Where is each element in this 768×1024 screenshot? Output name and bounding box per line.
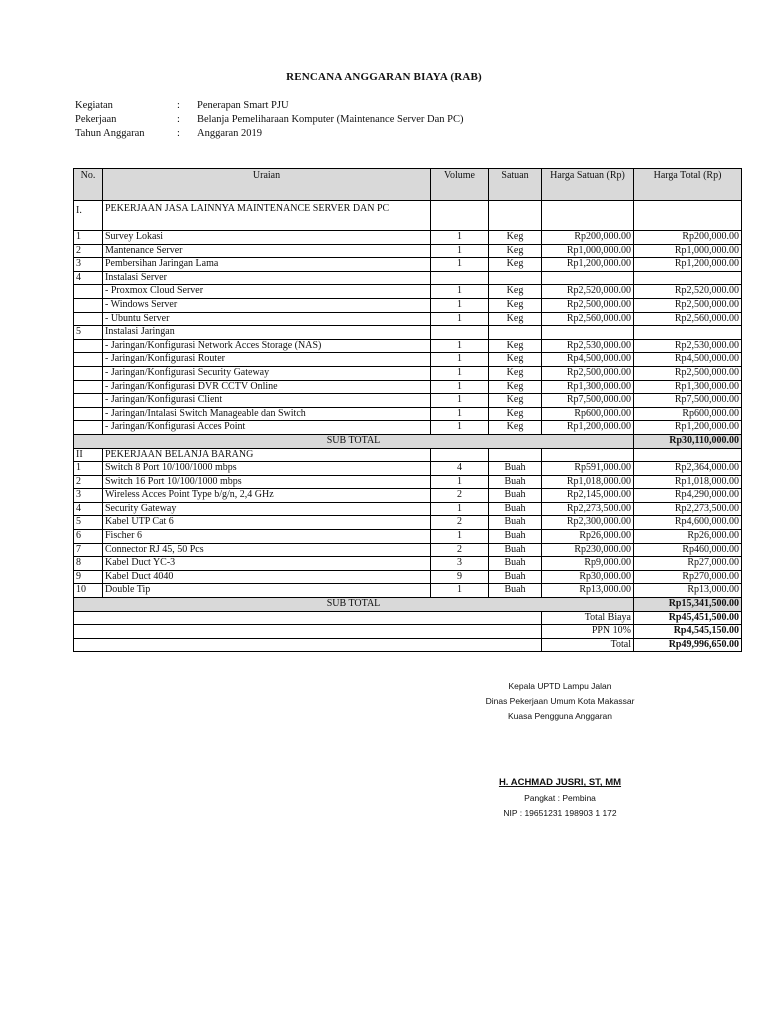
row-harga-satuan: Rp200,000.00 <box>542 231 634 245</box>
subtotal-label: SUB TOTAL <box>74 598 634 612</box>
row-uraian: Mantenance Server <box>103 244 431 258</box>
row-harga-total: Rp2,273,500.00 <box>634 502 742 516</box>
table-row <box>74 285 742 299</box>
row-uraian: - Jaringan/Konfigurasi Network Acces Storage (NAS) <box>103 339 431 353</box>
row-harga-satuan: Rp1,000,000.00 <box>542 244 634 258</box>
meta-label: Tahun Anggaran <box>75 128 145 139</box>
row-harga-satuan: Rp2,500,000.00 <box>542 366 634 380</box>
row-harga-total: Rp1,300,000.00 <box>634 380 742 394</box>
row-volume: 1 <box>431 394 489 408</box>
row-harga-satuan: Rp4,500,000.00 <box>542 353 634 367</box>
row-satuan: Keg <box>489 298 542 312</box>
row-volume: 9 <box>431 570 489 584</box>
row-number: 8 <box>74 557 103 571</box>
row-uraian: - Jaringan/Konfigurasi Client <box>103 394 431 408</box>
header-uraian: Uraian <box>103 169 431 201</box>
row-harga-satuan: Rp2,273,500.00 <box>542 502 634 516</box>
row-harga-total: Rp27,000.00 <box>634 557 742 571</box>
table-row <box>74 339 742 353</box>
row-uraian: Kabel UTP Cat 6 <box>103 516 431 530</box>
row-harga-satuan: Rp600,000.00 <box>542 407 634 421</box>
row-harga-total: Rp1,200,000.00 <box>634 258 742 272</box>
header-harga-total: Harga Total (Rp) <box>634 169 742 201</box>
table-row <box>74 502 742 516</box>
row-uraian: - Proxmox Cloud Server <box>103 285 431 299</box>
row-number <box>74 366 103 380</box>
row-harga-satuan: Rp9,000.00 <box>542 557 634 571</box>
row-volume: 2 <box>431 489 489 503</box>
meta-row-kegiatan <box>75 99 464 113</box>
row-uraian: Kabel Duct 4040 <box>103 570 431 584</box>
meta-row-tahun <box>75 127 464 141</box>
signature-title-2: Dinas Pekerjaan Umum Kota Makassar <box>485 696 635 706</box>
header-volume: Volume <box>431 169 489 201</box>
table-row <box>74 421 742 435</box>
row-harga-satuan <box>542 326 634 340</box>
total-label: PPN 10% <box>542 625 634 639</box>
section-row <box>74 201 742 231</box>
signatory-name: H. ACHMAD JUSRI, ST, MM <box>498 777 622 788</box>
row-volume: 1 <box>431 584 489 598</box>
row-satuan: Buah <box>489 584 542 598</box>
row-number <box>74 353 103 367</box>
table-row <box>74 326 742 340</box>
signatory-nip: NIP : 19651231 198903 1 172 <box>503 808 617 818</box>
meta-value: Anggaran 2019 <box>197 128 263 139</box>
table-body <box>74 201 742 652</box>
row-harga-total: Rp1,018,000.00 <box>634 475 742 489</box>
total-value: Rp45,451,500.00 <box>634 611 742 625</box>
row-volume: 1 <box>431 339 489 353</box>
row-satuan <box>489 326 542 340</box>
row-volume: 1 <box>431 502 489 516</box>
row-harga-satuan: Rp13,000.00 <box>542 584 634 598</box>
row-uraian: Survey Lokasi <box>103 231 431 245</box>
row-uraian: Instalasi Jaringan <box>103 326 431 340</box>
row-harga-satuan: Rp230,000.00 <box>542 543 634 557</box>
section-name: PEKERJAAN BELANJA BARANG <box>103 448 431 462</box>
table-row <box>74 244 742 258</box>
row-harga-satuan: Rp2,145,000.00 <box>542 489 634 503</box>
row-satuan: Keg <box>489 394 542 408</box>
row-harga-satuan: Rp2,500,000.00 <box>542 298 634 312</box>
row-number: 10 <box>74 584 103 598</box>
row-number: 1 <box>74 231 103 245</box>
row-harga-satuan: Rp30,000.00 <box>542 570 634 584</box>
total-row <box>74 611 742 625</box>
row-volume: 4 <box>431 462 489 476</box>
meta-row-pekerjaan <box>75 113 464 127</box>
row-uraian: - Windows Server <box>103 298 431 312</box>
row-uraian: Instalasi Server <box>103 271 431 285</box>
row-number <box>74 312 103 326</box>
row-uraian: Pembersihan Jaringan Lama <box>103 258 431 272</box>
row-satuan <box>489 271 542 285</box>
row-harga-total: Rp1,200,000.00 <box>634 421 742 435</box>
row-uraian: - Jaringan/Intalasi Switch Manageable dan Switch <box>103 407 431 421</box>
row-satuan: Keg <box>489 312 542 326</box>
row-volume <box>431 326 489 340</box>
row-volume: 1 <box>431 530 489 544</box>
row-volume: 1 <box>431 353 489 367</box>
row-number: 3 <box>74 489 103 503</box>
row-number <box>74 285 103 299</box>
row-harga-total: Rp2,530,000.00 <box>634 339 742 353</box>
row-harga-satuan: Rp1,200,000.00 <box>542 258 634 272</box>
row-volume: 1 <box>431 244 489 258</box>
total-label: Total <box>542 638 634 652</box>
row-uraian: Connector RJ 45, 50 Pcs <box>103 543 431 557</box>
total-value: Rp4,545,150.00 <box>634 625 742 639</box>
row-harga-total: Rp200,000.00 <box>634 231 742 245</box>
meta-block <box>75 99 464 141</box>
row-uraian: Switch 8 Port 10/100/1000 mbps <box>103 462 431 476</box>
row-number: 2 <box>74 244 103 258</box>
meta-separator: : <box>177 114 180 125</box>
table-row <box>74 530 742 544</box>
row-number: 1 <box>74 462 103 476</box>
table-row <box>74 489 742 503</box>
rab-table <box>73 168 742 652</box>
section-row <box>74 448 742 462</box>
row-uraian: Security Gateway <box>103 502 431 516</box>
row-uraian: Kabel Duct YC-3 <box>103 557 431 571</box>
row-number <box>74 339 103 353</box>
empty-cell <box>489 448 542 462</box>
signature-title-3: Kuasa Pengguna Anggaran <box>508 711 612 721</box>
row-uraian: Double Tip <box>103 584 431 598</box>
row-satuan: Keg <box>489 258 542 272</box>
row-satuan: Keg <box>489 339 542 353</box>
row-number <box>74 298 103 312</box>
section-number: II <box>74 448 103 462</box>
row-harga-total: Rp13,000.00 <box>634 584 742 598</box>
row-harga-satuan: Rp2,560,000.00 <box>542 312 634 326</box>
row-satuan: Keg <box>489 353 542 367</box>
total-value: Rp49,996,650.00 <box>634 638 742 652</box>
row-number: 6 <box>74 530 103 544</box>
table-row <box>74 516 742 530</box>
header-harga-satuan: Harga Satuan (Rp) <box>542 169 634 201</box>
row-harga-satuan: Rp1,200,000.00 <box>542 421 634 435</box>
total-row <box>74 625 742 639</box>
total-spacer <box>74 611 542 625</box>
section-name: PEKERJAAN JASA LAINNYA MAINTENANCE SERVER DAN PC <box>103 201 431 231</box>
row-satuan: Buah <box>489 462 542 476</box>
row-volume: 1 <box>431 231 489 245</box>
row-harga-total: Rp2,500,000.00 <box>634 298 742 312</box>
row-harga-satuan: Rp1,300,000.00 <box>542 380 634 394</box>
row-harga-total: Rp270,000.00 <box>634 570 742 584</box>
table-row <box>74 475 742 489</box>
table-row <box>74 366 742 380</box>
row-satuan: Keg <box>489 421 542 435</box>
row-harga-total: Rp4,290,000.00 <box>634 489 742 503</box>
row-volume <box>431 271 489 285</box>
table-row <box>74 543 742 557</box>
row-satuan: Keg <box>489 231 542 245</box>
row-satuan: Keg <box>489 407 542 421</box>
row-harga-satuan: Rp2,530,000.00 <box>542 339 634 353</box>
meta-label: Kegiatan <box>75 100 113 111</box>
row-volume: 1 <box>431 298 489 312</box>
row-number <box>74 394 103 408</box>
table-row <box>74 258 742 272</box>
row-number: 3 <box>74 258 103 272</box>
row-volume: 3 <box>431 557 489 571</box>
meta-separator: : <box>177 100 180 111</box>
row-harga-total <box>634 271 742 285</box>
table-row <box>74 312 742 326</box>
row-uraian: - Jaringan/Konfigurasi Security Gateway <box>103 366 431 380</box>
row-harga-satuan: Rp1,018,000.00 <box>542 475 634 489</box>
row-harga-total: Rp7,500,000.00 <box>634 394 742 408</box>
row-number <box>74 421 103 435</box>
row-uraian: - Jaringan/Konfigurasi Acces Point <box>103 421 431 435</box>
row-volume: 1 <box>431 312 489 326</box>
table-row <box>74 584 742 598</box>
row-satuan: Buah <box>489 502 542 516</box>
row-number: 5 <box>74 516 103 530</box>
row-volume: 2 <box>431 543 489 557</box>
row-volume: 1 <box>431 285 489 299</box>
table-header-row <box>74 169 742 201</box>
row-harga-total: Rp2,560,000.00 <box>634 312 742 326</box>
total-row <box>74 638 742 652</box>
row-harga-total: Rp1,000,000.00 <box>634 244 742 258</box>
row-volume: 1 <box>431 380 489 394</box>
signatory-rank: Pangkat : Pembina <box>524 793 596 803</box>
row-harga-satuan: Rp2,520,000.00 <box>542 285 634 299</box>
row-harga-total: Rp2,500,000.00 <box>634 366 742 380</box>
table-row <box>74 407 742 421</box>
row-number: 5 <box>74 326 103 340</box>
subtotal-label: SUB TOTAL <box>74 434 634 448</box>
row-satuan: Keg <box>489 285 542 299</box>
row-harga-total: Rp600,000.00 <box>634 407 742 421</box>
table-row <box>74 394 742 408</box>
meta-value: Penerapan Smart PJU <box>197 100 289 111</box>
row-number: 2 <box>74 475 103 489</box>
subtotal-row <box>74 434 742 448</box>
row-volume: 1 <box>431 421 489 435</box>
row-satuan: Keg <box>489 244 542 258</box>
document-title: RENCANA ANGGARAN BIAYA (RAB) <box>286 71 482 83</box>
row-volume: 1 <box>431 407 489 421</box>
row-uraian: - Jaringan/Konfigurasi DVR CCTV Online <box>103 380 431 394</box>
row-harga-total: Rp2,520,000.00 <box>634 285 742 299</box>
header-satuan: Satuan <box>489 169 542 201</box>
empty-cell <box>634 448 742 462</box>
row-harga-satuan <box>542 271 634 285</box>
row-volume: 1 <box>431 258 489 272</box>
row-harga-total: Rp2,364,000.00 <box>634 462 742 476</box>
row-harga-total: Rp4,500,000.00 <box>634 353 742 367</box>
row-number <box>74 380 103 394</box>
subtotal-value: Rp15,341,500.00 <box>634 598 742 612</box>
row-satuan: Buah <box>489 516 542 530</box>
row-satuan: Keg <box>489 380 542 394</box>
row-satuan: Keg <box>489 366 542 380</box>
table-row <box>74 570 742 584</box>
meta-separator: : <box>177 128 180 139</box>
row-harga-satuan: Rp591,000.00 <box>542 462 634 476</box>
row-uraian: Switch 16 Port 10/100/1000 mbps <box>103 475 431 489</box>
table-row <box>74 231 742 245</box>
subtotal-row <box>74 598 742 612</box>
table-row <box>74 271 742 285</box>
row-satuan: Buah <box>489 475 542 489</box>
total-spacer <box>74 625 542 639</box>
table-row <box>74 353 742 367</box>
row-uraian: Fischer 6 <box>103 530 431 544</box>
table-row <box>74 298 742 312</box>
row-uraian: - Ubuntu Server <box>103 312 431 326</box>
table-row <box>74 557 742 571</box>
row-volume: 1 <box>431 366 489 380</box>
row-satuan: Buah <box>489 557 542 571</box>
signature-title-1: Kepala UPTD Lampu Jalan <box>508 681 612 691</box>
row-harga-satuan: Rp7,500,000.00 <box>542 394 634 408</box>
header-no: No. <box>74 169 103 201</box>
row-harga-satuan: Rp26,000.00 <box>542 530 634 544</box>
row-number <box>74 407 103 421</box>
row-harga-total: Rp460,000.00 <box>634 543 742 557</box>
total-spacer <box>74 638 542 652</box>
empty-cell <box>431 448 489 462</box>
row-number: 9 <box>74 570 103 584</box>
row-number: 4 <box>74 502 103 516</box>
row-harga-total: Rp26,000.00 <box>634 530 742 544</box>
empty-cell <box>542 448 634 462</box>
row-harga-total: Rp4,600,000.00 <box>634 516 742 530</box>
row-satuan: Buah <box>489 543 542 557</box>
row-volume: 2 <box>431 516 489 530</box>
row-satuan: Buah <box>489 489 542 503</box>
row-satuan: Buah <box>489 530 542 544</box>
row-number: 7 <box>74 543 103 557</box>
row-uraian: - Jaringan/Konfigurasi Router <box>103 353 431 367</box>
meta-value: Belanja Pemeliharaan Komputer (Maintenance Server Dan PC) <box>197 114 464 125</box>
row-harga-total <box>634 326 742 340</box>
subtotal-value: Rp30,110,000.00 <box>634 434 742 448</box>
row-uraian: Wireless Acces Point Type b/g/n, 2,4 GHz <box>103 489 431 503</box>
row-harga-satuan: Rp2,300,000.00 <box>542 516 634 530</box>
row-number: 4 <box>74 271 103 285</box>
table-row <box>74 462 742 476</box>
meta-label: Pekerjaan <box>75 114 117 125</box>
total-label: Total Biaya <box>542 611 634 625</box>
row-volume: 1 <box>431 475 489 489</box>
section-number: I. <box>74 201 103 231</box>
table-row <box>74 380 742 394</box>
row-satuan: Buah <box>489 570 542 584</box>
